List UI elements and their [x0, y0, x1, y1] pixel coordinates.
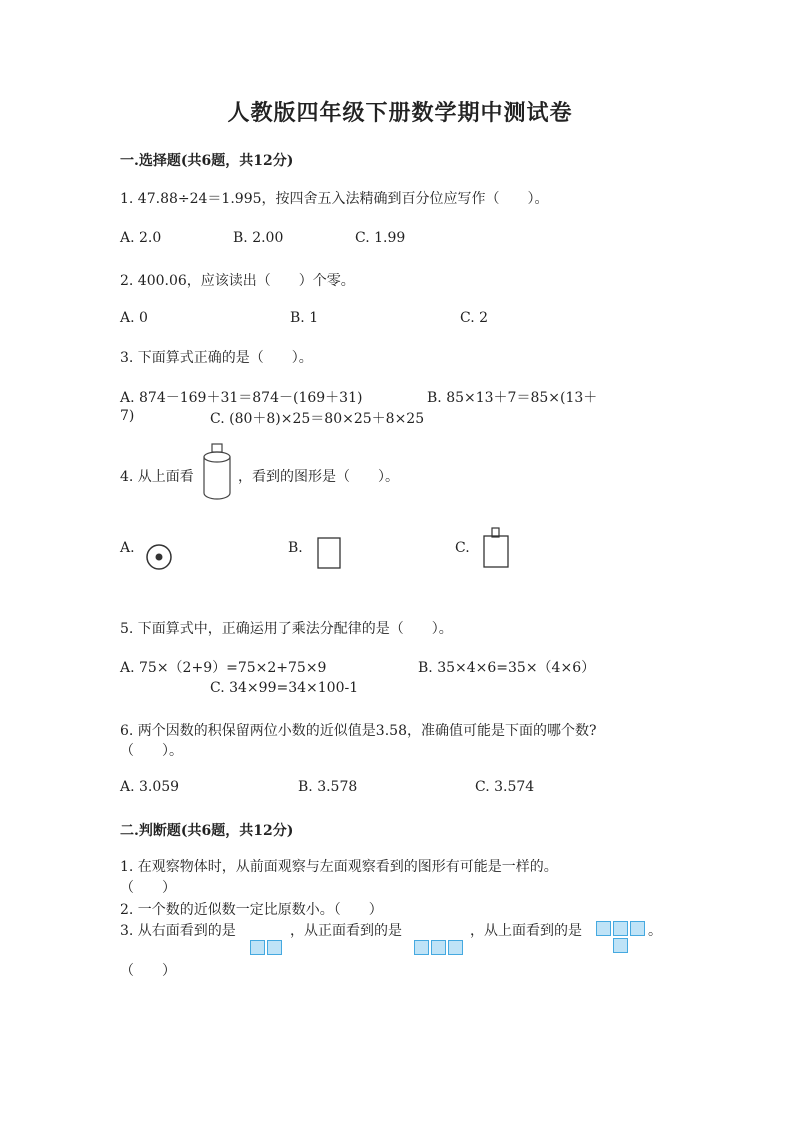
judgement-2: 2. 一个数的近似数一定比原数小。（ ） — [120, 902, 383, 918]
q6-option-b: B. 3.578 — [298, 779, 358, 795]
q3-option-b-continued: 7) — [120, 408, 135, 424]
rectangle-with-tab-icon — [481, 526, 511, 570]
judgement-3-part4: 。 — [648, 923, 662, 939]
section-heading-choice: 一.选择题(共6题，共12分) — [120, 153, 294, 169]
judgement-3-paren: （ ） — [120, 963, 176, 979]
question-4-after: ，看到的图形是（ ）。 — [238, 469, 399, 485]
rectangle-icon — [316, 536, 342, 570]
judgement-1-paren: （ ） — [120, 880, 176, 896]
question-6-paren: （ ）。 — [120, 743, 183, 759]
q5-option-c: C. 34×99=34×100-1 — [210, 680, 359, 696]
question-5: 5. 下面算式中，正确运用了乘法分配律的是（ ）。 — [120, 621, 453, 637]
q1-option-b: B. 2.00 — [233, 230, 284, 246]
q1-option-c: C. 1.99 — [355, 230, 406, 246]
judgement-3-part2: ，从正面看到的是 — [290, 923, 402, 939]
question-1: 1. 47.88÷24＝1.995，按四舍五入法精确到百分位应写作（ ）。 — [120, 191, 549, 207]
right-view-cubes-icon — [250, 940, 284, 957]
q6-option-c: C. 3.574 — [475, 779, 535, 795]
page-title: 人教版四年级下册数学期中测试卷 — [227, 100, 573, 126]
q2-option-c: C. 2 — [460, 310, 489, 326]
q4-option-c: C. — [455, 540, 470, 556]
judgement-3-part1: 3. 从右面看到的是 — [120, 923, 236, 939]
question-6: 6. 两个因数的积保留两位小数的近似值是3.58，准确值可能是下面的哪个数? — [120, 723, 597, 739]
top-view-cubes-icon — [596, 921, 647, 955]
q2-option-b: B. 1 — [290, 310, 319, 326]
q5-option-b: B. 35×4×6=35×（4×6） — [418, 660, 596, 676]
q5-option-a: A. 75×（2+9）=75×2+75×9 — [120, 660, 327, 676]
question-3: 3. 下面算式正确的是（ ）。 — [120, 350, 313, 366]
judgement-3-part3: ，从上面看到的是 — [470, 923, 582, 939]
concentric-circles-icon — [144, 542, 174, 572]
q3-option-b: B. 85×13＋7＝85×(13＋ — [427, 390, 598, 406]
q2-option-a: A. 0 — [120, 310, 148, 326]
q4-option-b: B. — [288, 540, 303, 556]
q4-option-a: A. — [120, 540, 135, 556]
section-heading-judgement: 二.判断题(共6题，共12分) — [120, 823, 294, 839]
q3-option-a: A. 874－169＋31＝874－(169＋31) — [120, 390, 363, 406]
q6-option-a: A. 3.059 — [120, 779, 180, 795]
judgement-1: 1. 在观察物体时，从前面观察与左面观察看到的图形有可能是一样的。 — [120, 859, 558, 875]
q3-option-c: C. (80＋8)×25＝80×25＋8×25 — [210, 411, 425, 427]
question-2: 2. 400.06，应该读出（ ）个零。 — [120, 273, 355, 289]
front-view-cubes-icon — [414, 940, 465, 957]
question-4-before: 4. 从上面看 — [120, 469, 194, 485]
q1-option-a: A. 2.0 — [120, 230, 162, 246]
cylinder-icon — [200, 443, 236, 503]
